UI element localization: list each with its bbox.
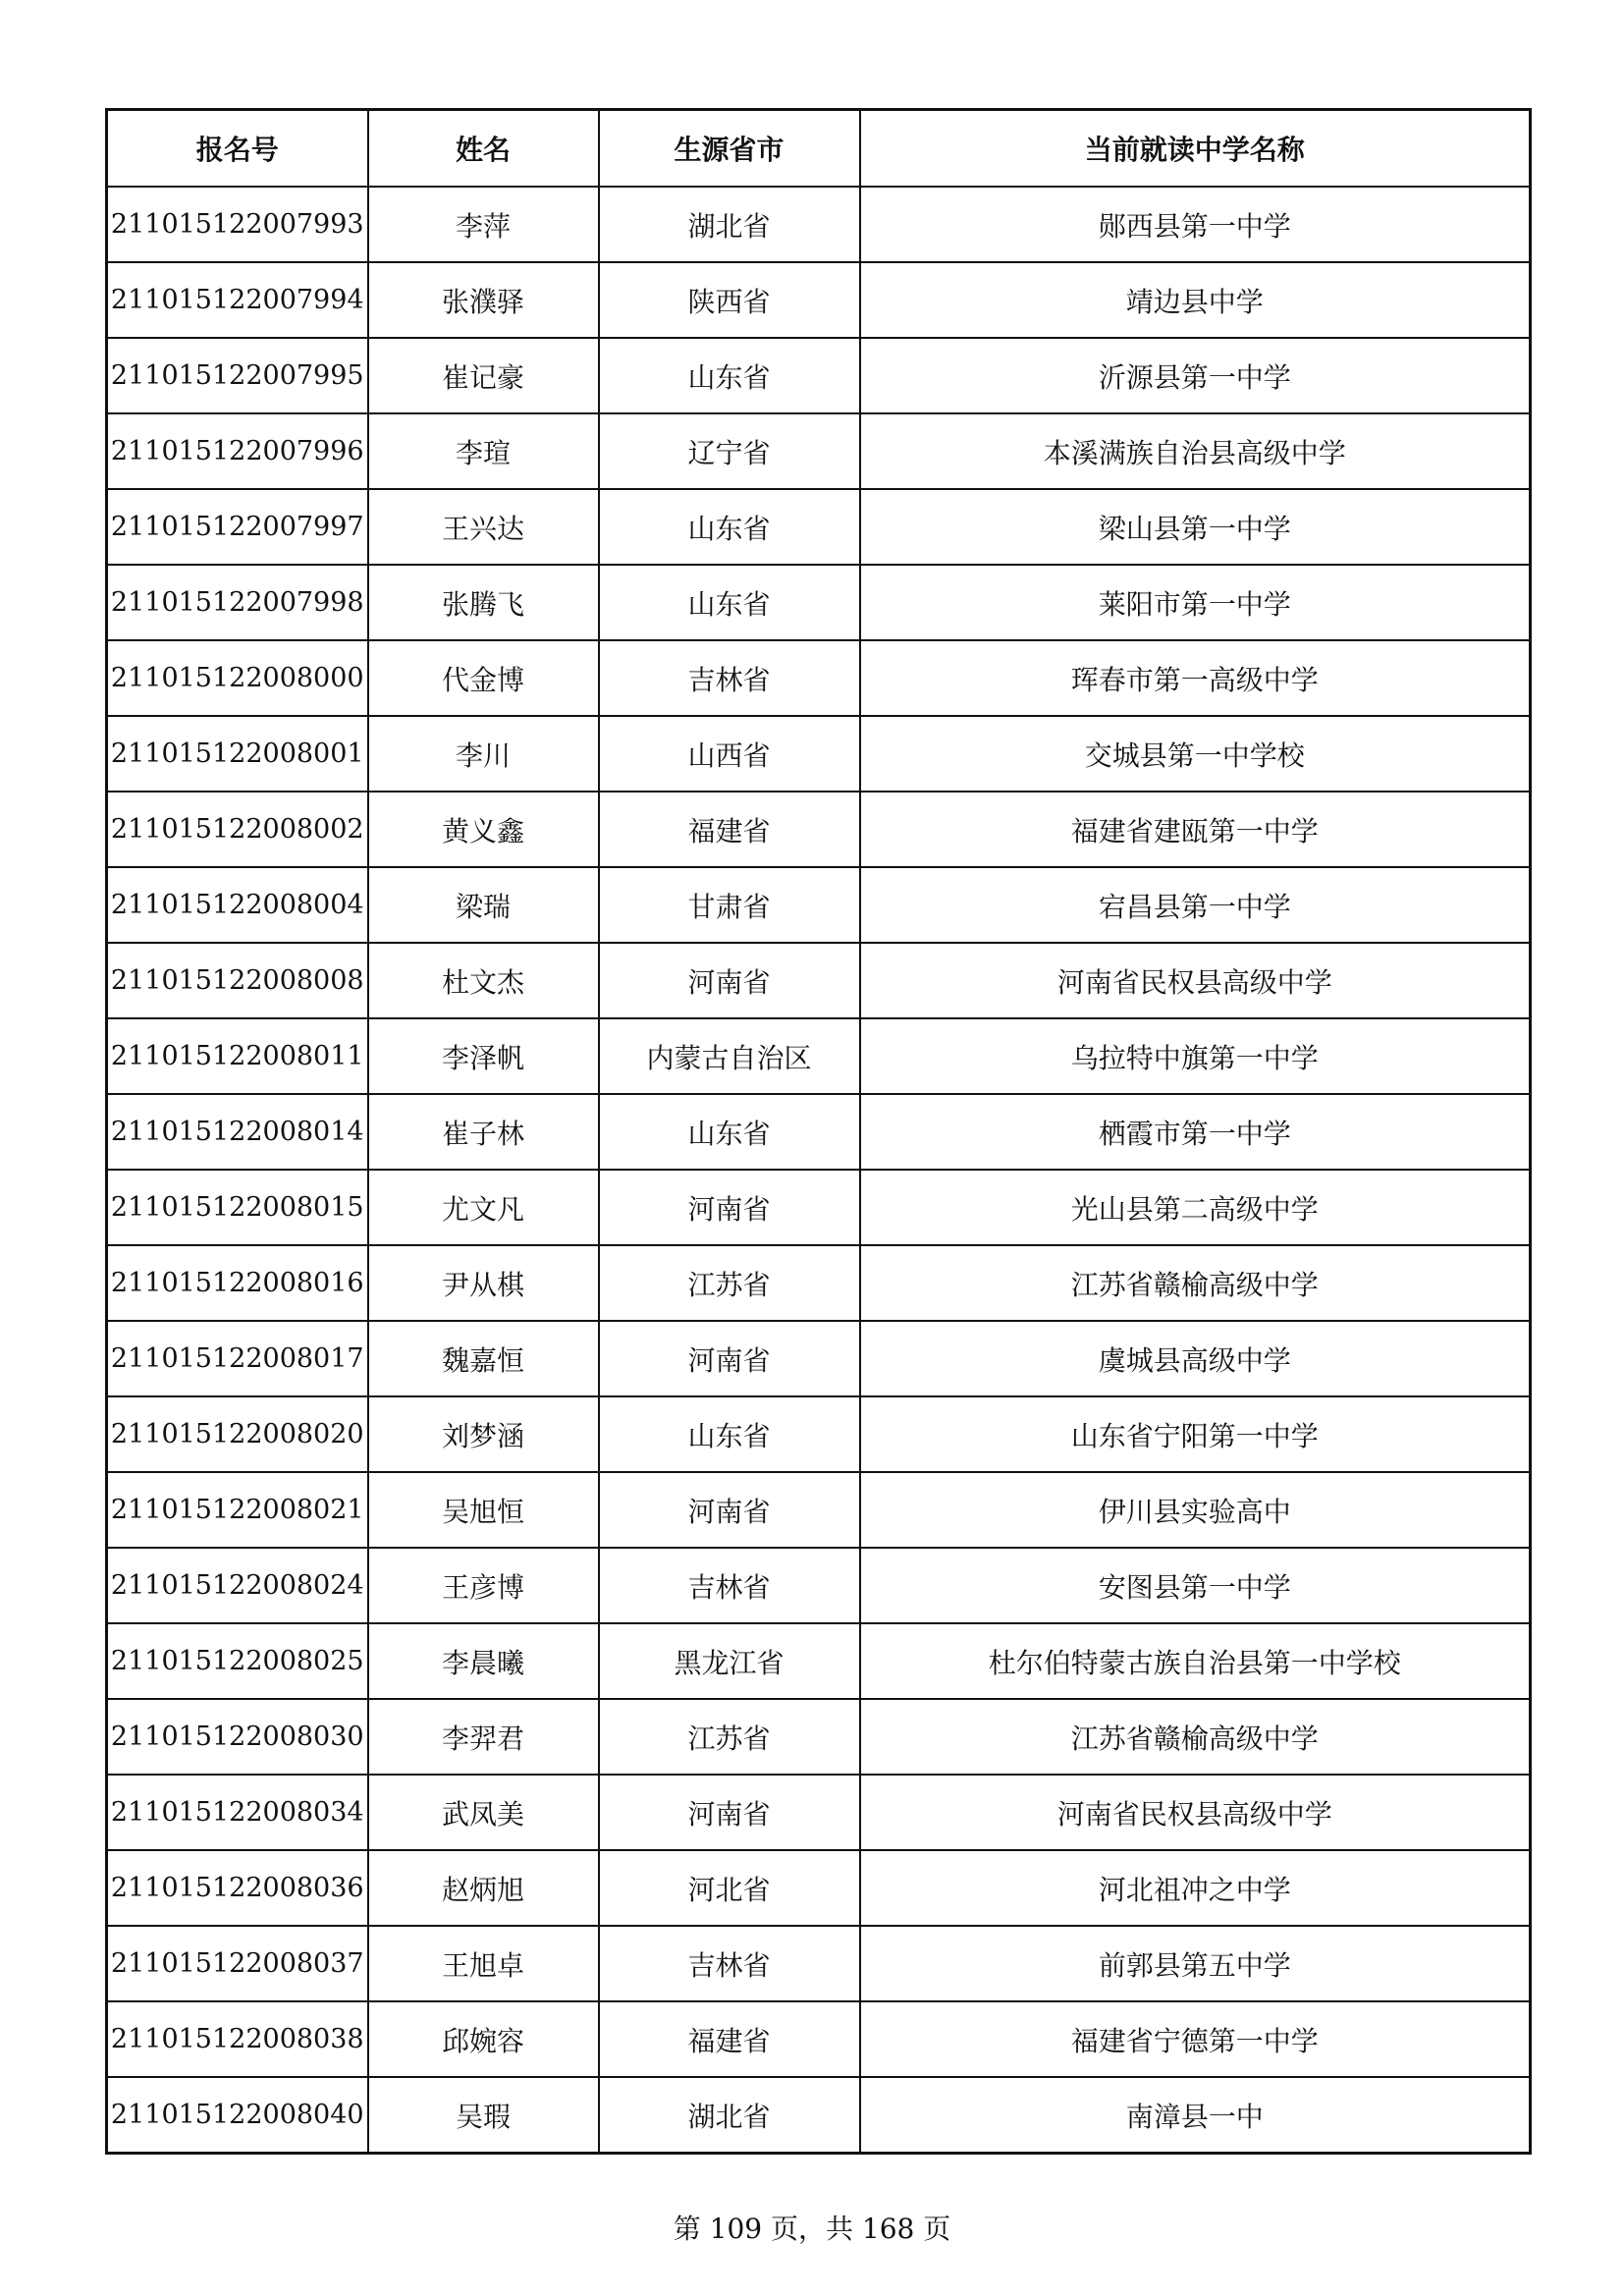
cell-name: 赵炳旭 xyxy=(368,1850,599,1926)
table-row xyxy=(107,1775,1531,1850)
table-row xyxy=(107,413,1531,489)
cell-registration-number: 211015122008002 xyxy=(107,792,368,867)
cell-registration-number: 211015122007997 xyxy=(107,489,368,565)
cell-school: 郧西县第一中学 xyxy=(860,187,1531,262)
cell-registration-number: 211015122008040 xyxy=(107,2077,368,2154)
cell-name: 王兴达 xyxy=(368,489,599,565)
table-row xyxy=(107,2001,1531,2077)
cell-province: 吉林省 xyxy=(599,1926,860,2001)
cell-name: 李瑄 xyxy=(368,413,599,489)
cell-province: 吉林省 xyxy=(599,640,860,716)
cell-registration-number: 211015122008025 xyxy=(107,1623,368,1699)
cell-name: 黄义鑫 xyxy=(368,792,599,867)
table-row xyxy=(107,1170,1531,1245)
cell-province: 湖北省 xyxy=(599,187,860,262)
cell-name: 邱婉容 xyxy=(368,2001,599,2077)
cell-province: 吉林省 xyxy=(599,1548,860,1623)
cell-province: 福建省 xyxy=(599,2001,860,2077)
cell-registration-number: 211015122008016 xyxy=(107,1245,368,1321)
cell-registration-number: 211015122007995 xyxy=(107,338,368,413)
table-body xyxy=(107,187,1531,2154)
cell-registration-number: 211015122008030 xyxy=(107,1699,368,1775)
header-registration-number: 报名号 xyxy=(107,110,368,188)
cell-school: 河南省民权县高级中学 xyxy=(860,943,1531,1018)
cell-school: 光山县第二高级中学 xyxy=(860,1170,1531,1245)
cell-school: 靖边县中学 xyxy=(860,262,1531,338)
cell-school: 栖霞市第一中学 xyxy=(860,1094,1531,1170)
header-province: 生源省市 xyxy=(599,110,860,188)
table-row xyxy=(107,716,1531,792)
cell-registration-number: 211015122007998 xyxy=(107,565,368,640)
table-row xyxy=(107,1245,1531,1321)
cell-school: 珲春市第一高级中学 xyxy=(860,640,1531,716)
cell-province: 河南省 xyxy=(599,1775,860,1850)
cell-province: 甘肃省 xyxy=(599,867,860,943)
cell-name: 张濮驿 xyxy=(368,262,599,338)
cell-province: 河南省 xyxy=(599,1472,860,1548)
cell-province: 辽宁省 xyxy=(599,413,860,489)
cell-registration-number: 211015122008038 xyxy=(107,2001,368,2077)
cell-school: 南漳县一中 xyxy=(860,2077,1531,2154)
table-row xyxy=(107,565,1531,640)
cell-registration-number: 211015122008036 xyxy=(107,1850,368,1926)
table-row xyxy=(107,1699,1531,1775)
table-row xyxy=(107,792,1531,867)
cell-name: 李川 xyxy=(368,716,599,792)
cell-province: 河北省 xyxy=(599,1850,860,1926)
cell-name: 王彦博 xyxy=(368,1548,599,1623)
cell-school: 交城县第一中学校 xyxy=(860,716,1531,792)
cell-registration-number: 211015122008014 xyxy=(107,1094,368,1170)
cell-school: 河南省民权县高级中学 xyxy=(860,1775,1531,1850)
cell-name: 吴瑕 xyxy=(368,2077,599,2154)
cell-school: 河北祖冲之中学 xyxy=(860,1850,1531,1926)
cell-registration-number: 211015122008000 xyxy=(107,640,368,716)
cell-name: 梁瑞 xyxy=(368,867,599,943)
cell-registration-number: 211015122008015 xyxy=(107,1170,368,1245)
table-row xyxy=(107,1094,1531,1170)
table-row xyxy=(107,262,1531,338)
cell-school: 福建省建瓯第一中学 xyxy=(860,792,1531,867)
cell-school: 宕昌县第一中学 xyxy=(860,867,1531,943)
cell-school: 福建省宁德第一中学 xyxy=(860,2001,1531,2077)
cell-school: 本溪满族自治县高级中学 xyxy=(860,413,1531,489)
cell-province: 山东省 xyxy=(599,1396,860,1472)
cell-school: 前郭县第五中学 xyxy=(860,1926,1531,2001)
cell-name: 代金博 xyxy=(368,640,599,716)
cell-province: 山东省 xyxy=(599,489,860,565)
table-row xyxy=(107,1623,1531,1699)
cell-registration-number: 211015122008021 xyxy=(107,1472,368,1548)
cell-school: 虞城县高级中学 xyxy=(860,1321,1531,1396)
header-name: 姓名 xyxy=(368,110,599,188)
cell-registration-number: 211015122008024 xyxy=(107,1548,368,1623)
cell-province: 河南省 xyxy=(599,943,860,1018)
cell-name: 吴旭恒 xyxy=(368,1472,599,1548)
cell-name: 李羿君 xyxy=(368,1699,599,1775)
cell-name: 刘梦涵 xyxy=(368,1396,599,1472)
cell-province: 山东省 xyxy=(599,1094,860,1170)
cell-province: 河南省 xyxy=(599,1170,860,1245)
cell-name: 武凤美 xyxy=(368,1775,599,1850)
table-header-row xyxy=(107,110,1531,188)
table-row xyxy=(107,1321,1531,1396)
table-row xyxy=(107,489,1531,565)
cell-school: 乌拉特中旗第一中学 xyxy=(860,1018,1531,1094)
cell-name: 崔子林 xyxy=(368,1094,599,1170)
cell-registration-number: 211015122008037 xyxy=(107,1926,368,2001)
roster-table xyxy=(105,108,1532,2155)
table-row xyxy=(107,867,1531,943)
cell-registration-number: 211015122008004 xyxy=(107,867,368,943)
table-row xyxy=(107,187,1531,262)
cell-registration-number: 211015122008008 xyxy=(107,943,368,1018)
header-school: 当前就读中学名称 xyxy=(860,110,1531,188)
page-number-text: 第 109 页，共 168 页 xyxy=(673,2213,951,2245)
cell-registration-number: 211015122008020 xyxy=(107,1396,368,1472)
cell-province: 内蒙古自治区 xyxy=(599,1018,860,1094)
cell-registration-number: 211015122008011 xyxy=(107,1018,368,1094)
cell-name: 张腾飞 xyxy=(368,565,599,640)
cell-name: 魏嘉恒 xyxy=(368,1321,599,1396)
cell-province: 黑龙江省 xyxy=(599,1623,860,1699)
cell-registration-number: 211015122008017 xyxy=(107,1321,368,1396)
table-row xyxy=(107,1396,1531,1472)
table-row xyxy=(107,338,1531,413)
cell-province: 陕西省 xyxy=(599,262,860,338)
cell-name: 尹从棋 xyxy=(368,1245,599,1321)
cell-province: 江苏省 xyxy=(599,1245,860,1321)
cell-province: 山东省 xyxy=(599,338,860,413)
cell-school: 沂源县第一中学 xyxy=(860,338,1531,413)
table-row xyxy=(107,943,1531,1018)
cell-province: 河南省 xyxy=(599,1321,860,1396)
cell-name: 李萍 xyxy=(368,187,599,262)
cell-school: 杜尔伯特蒙古族自治县第一中学校 xyxy=(860,1623,1531,1699)
cell-province: 福建省 xyxy=(599,792,860,867)
cell-registration-number: 211015122007993 xyxy=(107,187,368,262)
table-row xyxy=(107,1548,1531,1623)
cell-province: 江苏省 xyxy=(599,1699,860,1775)
table-row xyxy=(107,640,1531,716)
cell-school: 江苏省赣榆高级中学 xyxy=(860,1245,1531,1321)
cell-school: 山东省宁阳第一中学 xyxy=(860,1396,1531,1472)
cell-school: 梁山县第一中学 xyxy=(860,489,1531,565)
cell-province: 山西省 xyxy=(599,716,860,792)
cell-registration-number: 211015122007996 xyxy=(107,413,368,489)
cell-school: 莱阳市第一中学 xyxy=(860,565,1531,640)
cell-name: 尤文凡 xyxy=(368,1170,599,1245)
cell-name: 李泽帆 xyxy=(368,1018,599,1094)
cell-school: 江苏省赣榆高级中学 xyxy=(860,1699,1531,1775)
cell-name: 崔记豪 xyxy=(368,338,599,413)
table-row xyxy=(107,1472,1531,1548)
cell-school: 伊川县实验高中 xyxy=(860,1472,1531,1548)
page-footer xyxy=(0,2208,1624,2247)
cell-registration-number: 211015122008034 xyxy=(107,1775,368,1850)
table-row xyxy=(107,1850,1531,1926)
cell-province: 山东省 xyxy=(599,565,860,640)
cell-name: 李晨曦 xyxy=(368,1623,599,1699)
table-row xyxy=(107,1926,1531,2001)
cell-registration-number: 211015122008001 xyxy=(107,716,368,792)
cell-registration-number: 211015122007994 xyxy=(107,262,368,338)
cell-school: 安图县第一中学 xyxy=(860,1548,1531,1623)
cell-name: 杜文杰 xyxy=(368,943,599,1018)
cell-name: 王旭卓 xyxy=(368,1926,599,2001)
table-row xyxy=(107,1018,1531,1094)
cell-province: 湖北省 xyxy=(599,2077,860,2154)
table-row xyxy=(107,2077,1531,2154)
